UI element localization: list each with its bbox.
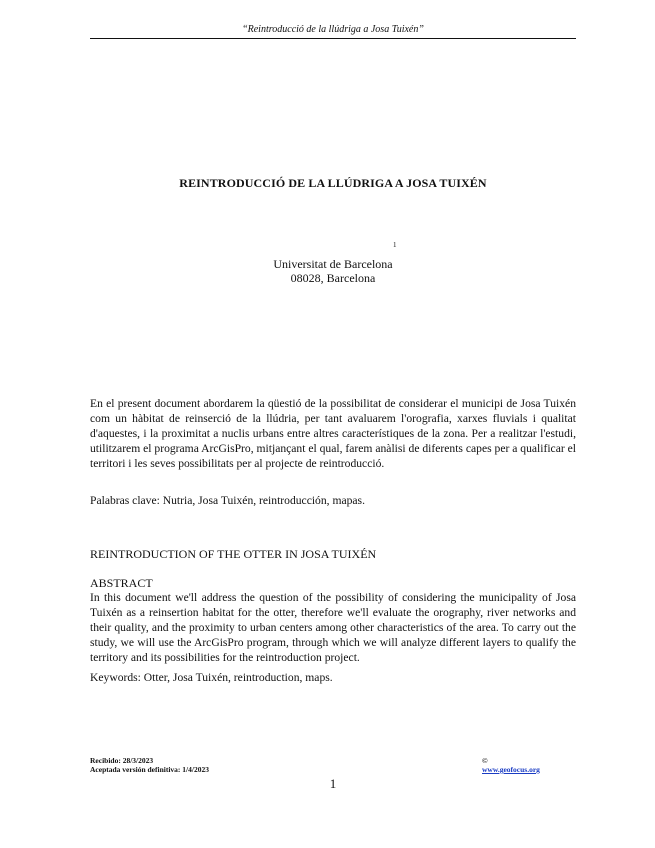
footer-copyright (482, 756, 540, 774)
journal-link[interactable]: www.geofocus.org (482, 765, 540, 774)
keywords-english: Keywords: Otter, Josa Tuixén, reintroduction, maps. (90, 671, 333, 684)
article-title: REINTRODUCCIÓ DE LA LLÚDRIGA A JOSA TUIXÉN (179, 176, 487, 190)
footer-dates (90, 756, 209, 774)
abstract-catalan: En el present document abordarem la qüestió de la possibilitat de considerar el municipi de Josa Tuixén com un hàbitat de reinserció de la llúdria, per tant avaluarem l'orografia, xarxes fluvials i qualitat d'aquestes, i la proximitat a nuclis urbans entre altres característiques de la zona. Per a realitzar l'estudi, utilitzarem el programa ArcGisPro, mitjançant el qual, farem anàlisi de diferents capes per a qualificar el territori i les seves possibilitats per al projecte de reintroducció. (90, 397, 576, 470)
running-title: “Reintroducció de la llúdriga a Josa Tuixén” (242, 24, 424, 35)
copyright-symbol: © (482, 756, 488, 765)
accepted-date: Aceptada versión definitiva: 1/4/2023 (90, 765, 209, 774)
affiliation-marker: 1 (393, 241, 397, 249)
keywords-spanish: Palabras clave: Nutria, Josa Tuixén, reintroducción, mapas. (90, 494, 365, 507)
received-date: Recibido: 28/3/2023 (90, 756, 154, 765)
english-title: REINTRODUCTION OF THE OTTER IN JOSA TUIXÉN (90, 547, 377, 561)
header-rule (90, 38, 576, 39)
abstract-english: In this document we'll address the question of the possibility of considering the municipality of Josa Tuixén as a reinsertion habitat for the otter, therefore we'll evaluate the orography, river networks and their quality, and the proximity to urban centers among other characteristics of the area. To carry out the study, we will use the ArcGisPro program, through which we will analyze different layers to qualify the territory and its possibilities for the reintroduction project. (90, 591, 576, 664)
abstract-heading: ABSTRACT (90, 576, 153, 590)
affiliation-address: 08028, Barcelona (290, 271, 376, 285)
affiliation-institution: Universitat de Barcelona (273, 257, 393, 271)
affiliation (90, 257, 576, 285)
page-number: 1 (329, 776, 337, 791)
